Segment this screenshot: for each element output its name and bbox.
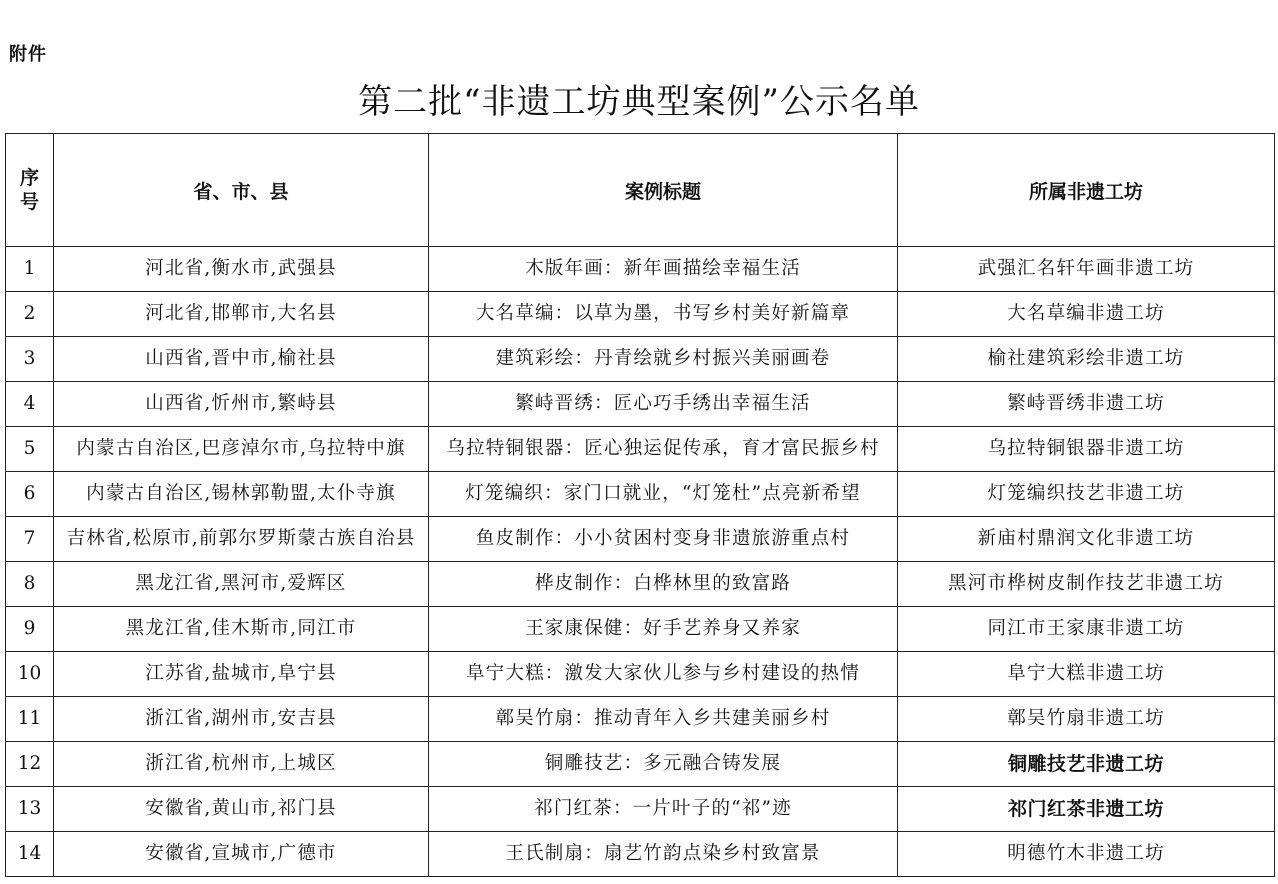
row-workshop	[898, 697, 1275, 742]
row-workshop	[898, 652, 1275, 697]
table-row	[6, 382, 1275, 427]
row-region-text: 河北省,衡水市,武强县	[145, 258, 337, 279]
row-seq	[6, 607, 54, 652]
row-workshop-text: 同江市王家康非遗工坊	[987, 618, 1185, 639]
row-case-title-text: 鱼皮制作：小小贫困村变身非遗旅游重点村	[475, 528, 851, 549]
row-case-title-text: 乌拉特铜银器：匠心独运促传承，育才富民振乡村	[446, 438, 880, 459]
row-seq	[6, 697, 54, 742]
table-row	[6, 337, 1275, 382]
table-header-row	[6, 134, 1275, 247]
table-row	[6, 742, 1275, 787]
row-case-title	[429, 652, 898, 697]
row-workshop	[898, 787, 1275, 832]
row-workshop-text: 明德竹木非遗工坊	[1007, 843, 1165, 864]
row-region-text: 内蒙古自治区,巴彦淖尔市,乌拉特中旗	[76, 438, 406, 459]
row-workshop	[898, 382, 1275, 427]
header-seq-label: 序号	[19, 167, 39, 213]
row-case-title-text: 鄣吴竹扇：推动青年入乡共建美丽乡村	[495, 708, 831, 729]
row-region	[54, 607, 429, 652]
row-workshop	[898, 562, 1275, 607]
row-workshop	[898, 742, 1275, 787]
row-seq-text: 4	[23, 393, 36, 414]
header-workshop: 所属非遗工坊	[898, 134, 1275, 247]
table-row	[6, 517, 1275, 562]
header-case-title: 案例标题	[429, 134, 898, 247]
row-seq-text: 2	[23, 303, 36, 324]
row-seq	[6, 382, 54, 427]
row-case-title	[429, 247, 898, 292]
table-row	[6, 562, 1275, 607]
row-case-title-text: 阜宁大糕：激发大家伙儿参与乡村建设的热情	[465, 663, 860, 684]
row-workshop-text: 榆社建筑彩绘非遗工坊	[987, 348, 1185, 369]
row-workshop	[898, 427, 1275, 472]
row-case-title	[429, 562, 898, 607]
row-case-title	[429, 292, 898, 337]
row-case-title	[429, 742, 898, 787]
row-seq-text: 9	[23, 618, 36, 639]
row-region-text: 安徽省,黄山市,祁门县	[145, 798, 337, 819]
row-region-text: 内蒙古自治区,锡林郭勒盟,太仆寺旗	[86, 483, 396, 504]
row-case-title-text: 王家康保健：好手艺养身又养家	[525, 618, 801, 639]
row-case-title-text: 繁峙晋绣：匠心巧手绣出幸福生活	[515, 393, 811, 414]
row-seq	[6, 562, 54, 607]
row-case-title	[429, 472, 898, 517]
row-workshop-text: 祁门红茶非遗工坊	[1007, 798, 1164, 820]
row-seq	[6, 427, 54, 472]
row-seq-text: 5	[23, 438, 36, 459]
attachment-label: 附件	[9, 44, 47, 65]
row-seq-text: 12	[17, 753, 42, 774]
row-seq	[6, 337, 54, 382]
row-seq	[6, 292, 54, 337]
row-seq-text: 14	[17, 843, 42, 864]
row-case-title	[429, 697, 898, 742]
row-region-text: 吉林省,松原市,前郭尔罗斯蒙古族自治县	[66, 528, 416, 549]
row-seq-text: 11	[17, 708, 42, 729]
row-case-title	[429, 337, 898, 382]
row-seq	[6, 517, 54, 562]
row-seq-text: 3	[23, 348, 36, 369]
row-region	[54, 427, 429, 472]
row-region	[54, 292, 429, 337]
row-region-text: 浙江省,杭州市,上城区	[145, 753, 337, 774]
row-seq-text: 1	[23, 258, 36, 279]
row-seq-text: 13	[17, 798, 42, 819]
row-case-title-text: 铜雕技艺：多元融合铸发展	[544, 753, 782, 774]
header-region: 省、市、县	[54, 134, 429, 247]
row-case-title-text: 建筑彩绘：丹青绘就乡村振兴美丽画卷	[495, 348, 831, 369]
table-row	[6, 427, 1275, 472]
row-region-text: 山西省,晋中市,榆社县	[145, 348, 337, 369]
row-region	[54, 517, 429, 562]
row-case-title	[429, 382, 898, 427]
row-case-title	[429, 607, 898, 652]
row-region	[54, 652, 429, 697]
row-region-text: 安徽省,宣城市,广德市	[145, 843, 337, 864]
row-seq	[6, 832, 54, 877]
row-seq-text: 6	[23, 483, 36, 504]
row-workshop-text: 阜宁大糕非遗工坊	[1007, 663, 1165, 684]
row-case-title	[429, 787, 898, 832]
row-seq	[6, 787, 54, 832]
row-workshop-text: 新庙村鼎润文化非遗工坊	[977, 528, 1195, 549]
row-workshop-text: 灯笼编织技艺非遗工坊	[987, 483, 1185, 504]
row-workshop-text: 铜雕技艺非遗工坊	[1007, 753, 1164, 775]
row-workshop	[898, 517, 1275, 562]
row-case-title-text: 大名草编：以草为墨，书写乡村美好新篇章	[475, 303, 851, 324]
header-seq	[6, 134, 54, 247]
row-workshop	[898, 472, 1275, 517]
row-region	[54, 562, 429, 607]
row-workshop	[898, 292, 1275, 337]
row-region-text: 山西省,忻州市,繁峙县	[145, 393, 337, 414]
row-workshop-text: 武强汇名轩年画非遗工坊	[977, 258, 1195, 279]
row-region	[54, 787, 429, 832]
row-region	[54, 697, 429, 742]
row-workshop-text: 乌拉特铜银器非遗工坊	[987, 438, 1185, 459]
row-workshop-text: 鄣吴竹扇非遗工坊	[1007, 708, 1165, 729]
row-seq-text: 8	[23, 573, 36, 594]
row-region-text: 黑龙江省,佳木斯市,同江市	[125, 618, 357, 639]
row-region-text: 河北省,邯郸市,大名县	[145, 303, 337, 324]
row-region	[54, 337, 429, 382]
row-case-title	[429, 427, 898, 472]
table-row	[6, 292, 1275, 337]
row-region	[54, 742, 429, 787]
row-workshop-text: 繁峙晋绣非遗工坊	[1007, 393, 1165, 414]
row-seq-text: 10	[17, 663, 42, 684]
table-row	[6, 472, 1275, 517]
row-case-title	[429, 517, 898, 562]
table-row	[6, 652, 1275, 697]
row-seq	[6, 247, 54, 292]
row-seq	[6, 742, 54, 787]
row-region-text: 黑龙江省,黑河市,爱辉区	[135, 573, 347, 594]
row-workshop	[898, 337, 1275, 382]
table-row	[6, 787, 1275, 832]
row-region	[54, 382, 429, 427]
row-case-title-text: 桦皮制作：白桦林里的致富路	[534, 573, 792, 594]
case-list-table	[5, 133, 1275, 877]
row-region-text: 江苏省,盐城市,阜宁县	[145, 663, 337, 684]
row-region-text: 浙江省,湖州市,安吉县	[145, 708, 337, 729]
row-seq-text: 7	[23, 528, 36, 549]
table-row	[6, 832, 1275, 877]
row-seq	[6, 652, 54, 697]
row-case-title	[429, 832, 898, 877]
row-case-title-text: 王氏制扇：扇艺竹韵点染乡村致富景	[505, 843, 821, 864]
row-workshop-text: 黑河市桦树皮制作技艺非遗工坊	[948, 573, 1224, 594]
row-case-title-text: 祁门红茶：一片叶子的“祁”迹	[534, 798, 792, 819]
row-workshop	[898, 607, 1275, 652]
table-row	[6, 607, 1275, 652]
row-region	[54, 832, 429, 877]
row-seq	[6, 472, 54, 517]
row-workshop	[898, 832, 1275, 877]
row-case-title-text: 灯笼编织：家门口就业，“灯笼杜”点亮新希望	[465, 483, 861, 504]
row-case-title-text: 木版年画：新年画描绘幸福生活	[525, 258, 801, 279]
row-workshop	[898, 247, 1275, 292]
table-row	[6, 247, 1275, 292]
row-region	[54, 472, 429, 517]
page-title: 第二批“非遗工坊典型案例”公示名单	[358, 82, 920, 122]
row-workshop-text: 大名草编非遗工坊	[1007, 303, 1165, 324]
row-region	[54, 247, 429, 292]
table-row	[6, 697, 1275, 742]
